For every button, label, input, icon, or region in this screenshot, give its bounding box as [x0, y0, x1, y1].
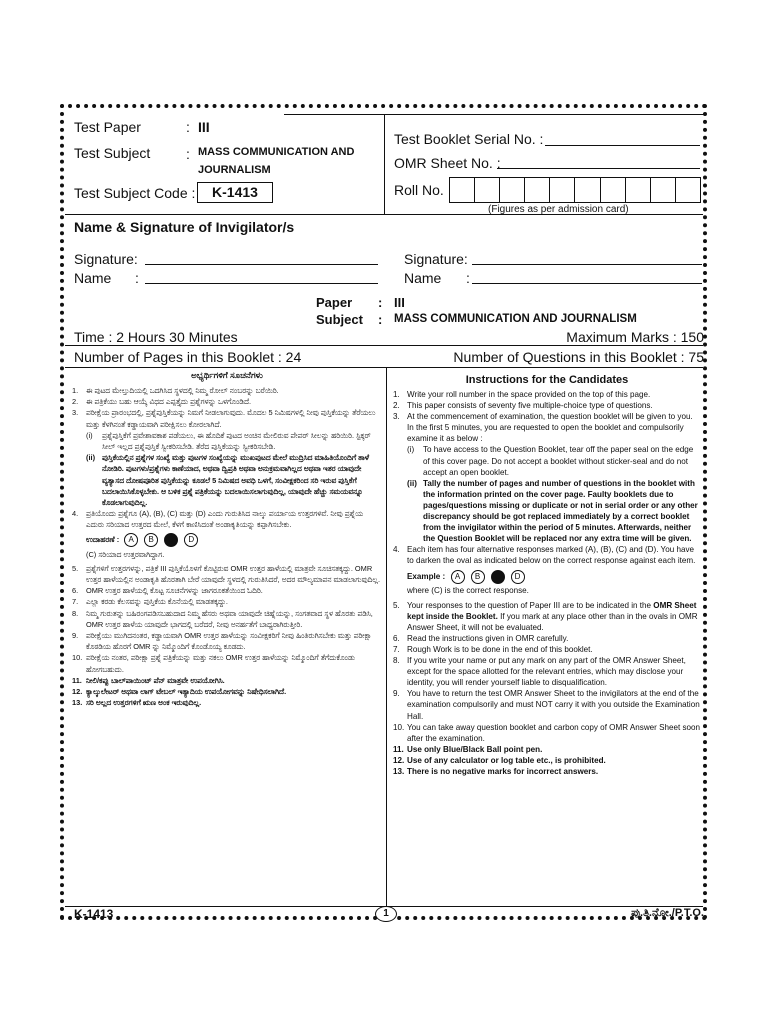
- test-subject-sep: :: [186, 146, 190, 162]
- roll-no-boxes[interactable]: [449, 177, 701, 203]
- signature-label-1: Signature:: [74, 251, 138, 267]
- list-item: 1. Write your roll number in the space provided on the top of this page.: [393, 390, 651, 399]
- list-item: 2. This paper consists of seventy five multiple-choice type of questions.: [393, 401, 653, 411]
- bubble-c-filled: C: [491, 570, 505, 584]
- subject-value: MASS COMMUNICATION AND JOURNALISM: [394, 313, 637, 325]
- roll-box[interactable]: [575, 178, 600, 202]
- english-title: Instructions for the Candidates: [465, 374, 629, 386]
- list-item: 12. Use of any calculator or log table etc., is prohibited.: [393, 755, 606, 765]
- booklet-serial-label: Test Booklet Serial No. :: [394, 131, 544, 147]
- list-item: 4. ಪ್ರತಿಯೊಂದು ಪ್ರಶ್ನೆಗೂ (A), (B), (C) ಮತ್ತು (D) ಎಂದು ಗುರುತಿಸಿದ ನಾಲ್ಕು ಪರ್ಯಾಯ ಉತ್ತರಗಳಿವೆ. ನೀವು ಪ್ರಶ್ನೆಯ ಎದುರು ಸರಿಯಾದ ಉತ್ತರದ ಮೇಲೆ, ಕೆಳಗೆ ಕಾಣಿಸಿದಂತೆ ಅಂಡಾಕೃತಿಯನ್ನು ಕಪ್ಪಾಗಿಸಬೇಕು.: [72, 509, 364, 530]
- bubble-c-filled: C: [164, 533, 178, 547]
- max-marks: Maximum Marks : 150: [566, 329, 704, 345]
- omr-sheet-label: OMR Sheet No. :: [394, 155, 501, 171]
- roll-box[interactable]: [651, 178, 676, 202]
- test-subject-code-label: Test Subject Code :: [74, 185, 196, 201]
- list-item: 11. Use only Blue/Black Ball point pen.: [393, 744, 543, 754]
- pto-label: ಪು.ತಿ.ನೋ./P.T.O.: [631, 907, 704, 919]
- time-allowed: Time : 2 Hours 30 Minutes: [74, 329, 238, 345]
- name-label-2: Name: [404, 270, 442, 286]
- roll-no-label: Roll No.: [394, 182, 444, 198]
- english-instructions: [393, 374, 701, 777]
- name-field-2[interactable]: [472, 283, 702, 284]
- test-subject-value-2: JOURNALISM: [198, 164, 271, 176]
- column-divider: [386, 367, 387, 906]
- list-item: 7. Rough Work is to be done in the end of this booklet.: [393, 644, 593, 654]
- subject-sep: :: [378, 312, 383, 327]
- header-bottom-line: [65, 214, 703, 215]
- test-paper-sep: :: [186, 119, 190, 135]
- roll-box[interactable]: [500, 178, 525, 202]
- roll-box[interactable]: [626, 178, 651, 202]
- test-subject-code-box: K-1413: [197, 182, 273, 203]
- test-paper-value: III: [198, 119, 210, 135]
- list-item: 10. ಪರೀಕ್ಷೆಯ ನಂತರ, ಪರೀಕ್ಷಾ ಪ್ರಶ್ನೆ ಪತ್ರಿಕೆಯನ್ನು ಮತ್ತು ನಕಲು OMR ಉತ್ತರ ಹಾಳೆಯನ್ನು ನಿಮ್ಮೊಂದಿಗೆ ತೆಗೆದುಕೊಂಡು ಹೋಗಬಹುದು.: [72, 653, 356, 674]
- roll-box[interactable]: [601, 178, 626, 202]
- bubble-d: D: [511, 570, 525, 584]
- subject-label: Subject: [316, 312, 363, 327]
- roll-box[interactable]: [676, 178, 700, 202]
- list-item: 7. ಎಲ್ಲಾ ಕರಡು ಕೆಲಸವನ್ನು ಪುಸ್ತಿಕೆಯ ಕೊನೆಯಲ್ಲಿ ಮಾಡತಕ್ಕದ್ದು.: [72, 597, 228, 607]
- footer-code: K-1413: [74, 907, 114, 921]
- paper-label: Paper: [316, 295, 353, 310]
- paper-value: III: [394, 295, 405, 310]
- list-item: 1. ಈ ಪುಟದ ಮೇಲ್ತುದಿಯಲ್ಲಿ ಒದಗಿಸಿದ ಸ್ಥಳದಲ್ಲಿ ನಿಮ್ಮ ರೋಲ್ ನಂಬರನ್ನು ಬರೆಯಿರಿ.: [72, 386, 279, 395]
- list-item: 13. There is no negative marks for incorrect answers.: [393, 767, 599, 776]
- bubble-b: B: [144, 533, 158, 547]
- omr-sheet-field[interactable]: [497, 168, 700, 169]
- list-item: 6. OMR ಉತ್ತರ ಹಾಳೆಯಲ್ಲಿ ಕೊಟ್ಟ ಸೂಚನೆಗಳನ್ನು ಜಾಗರೂಕತೆಯಿಂದ ಓದಿರಿ.: [72, 586, 263, 596]
- paper-sep: :: [378, 295, 383, 310]
- roll-box[interactable]: [450, 178, 475, 202]
- list-item: 4. Each item has four alternative responses marked (A), (B), (C) and (D). You have to darken the oval as indicated below on the correct response against each item.: [393, 545, 696, 566]
- name-sep-1: :: [135, 270, 139, 286]
- page-number: 1: [375, 906, 397, 922]
- bubble-a: A: [451, 570, 465, 584]
- kannada-example-note: (C) ಸರಿಯಾದ ಉತ್ತರವಾಗಿದ್ದಾಗ.: [86, 549, 165, 559]
- header-top-line: [284, 114, 704, 115]
- list-item: 9. ಪರೀಕ್ಷೆಯು ಮುಗಿದನಂತರ, ಕಡ್ಡಾಯವಾಗಿ OMR ಉತ್ತರ ಹಾಳೆಯನ್ನು ಸಂವೀಕ್ಷಕರಿಗೆ ನೀವು ಹಿಂತಿರುಗಿಸಬೇಕು ಮತ್ತು ಪರೀಕ್ಷಾ ಕೊಠಡಿಯ ಹೊರಗೆ OMR ನ್ನು ನಿಮ್ಮೊಂದಿಗೆ ಕೊಂಡೊಯ್ಯ ಕೂಡದು.: [72, 631, 372, 652]
- roll-no-note: (Figures as per admission card): [488, 204, 629, 215]
- english-example-note: where (C) is the correct response.: [407, 585, 529, 595]
- list-item: (i) To have access to the Question Booklet, tear off the paper seal on the edge of this cover page. Do not accept a booklet without sticker-seal and do not accept an open booklet.: [407, 445, 694, 477]
- test-subject-value-1: MASS COMMUNICATION AND: [198, 146, 355, 158]
- list-item: 10. You can take away question booklet and carbon copy of OMR Answer Sheet soon after the examination.: [393, 722, 701, 743]
- list-item: 12. ಕ್ಯಾಲ್ಕುಲೇಟರ್ ಅಥವಾ ಲಾಗ್ ಟೇಬಲ್ ಇತ್ಯಾದಿಯ ಉಪಯೋಗವನ್ನು ನಿಷೇಧಿಸಲಾಗಿದೆ.: [72, 687, 287, 697]
- list-item: 5. Your responses to the question of Paper III are to be indicated in the OMR Sheet kept inside the Booklet. If you mark at any place other than in the ovals in OMR Answer Sheet, it will not be evaluated.: [393, 600, 698, 632]
- list-item: 8. ನಿಮ್ಮ ಗುರುತನ್ನು ಬಹಿರಂಗಪಡಿಸಬಹುದಾದ ನಿಮ್ಮ ಹೆಸರು ಅಥವಾ ಯಾವುದೇ ಚಿಹ್ನೆಯನ್ನು, ಸಂಗತವಾದ ಸ್ಥಳ ಹೊರತು ಪಡಿಸಿ, OMR ಉತ್ತರ ಹಾಳೆಯ ಯಾವುದೇ ಭಾಗದಲ್ಲಿ ಬರೆದರೆ, ನೀವು ಅನರ್ಹತೆಗೆ ಬಾಧ್ಯರಾಗಿರುತ್ತೀರಿ.: [72, 608, 373, 629]
- signature-label-2: Signature:: [404, 251, 468, 267]
- list-item: 6. Read the instructions given in OMR carefully.: [393, 633, 569, 643]
- bubble-b: B: [471, 570, 485, 584]
- list-item: (ii) Tally the number of pages and number of questions in the booklet with the information printed on the cover page. Faulty booklets due to pages/questions missing or duplicate or not in serial order or any other discrepancy should be got replaced immediately by a correct booklet from the invigilator within the period of 5 minutes. Afterwards, neither the Question Booklet will be replaced nor any extra time will be given.: [407, 478, 698, 544]
- list-item: 2. ಈ ಪತ್ರಿಕೆಯು ಬಹು ಆಯ್ಕೆ ವಿಧದ ಎಪ್ಪತ್ತೈದು ಪ್ರಶ್ನೆಗಳನ್ನು ಒಳಗೊಂಡಿದೆ.: [72, 397, 252, 407]
- list-item: 3. At the commencement of examination, the question booklet will be given to you. In the first 5 minutes, you are requested to open the booklet and compulsorily examine it as below :: [393, 412, 693, 444]
- list-item: 5. ಪ್ರಶ್ನೆಗಳಿಗೆ ಉತ್ತರಗಳನ್ನು, ಪತ್ರಿಕೆ III ಪುಸ್ತಿಕೆಯೊಳಗೆ ಕೊಟ್ಟಿರುವ OMR ಉತ್ತರ ಹಾಳೆಯಲ್ಲಿ ಮಾತ್ರವೇ ಸೂಚಿಸತಕ್ಕದ್ದು. OMR ಉತ್ತರ ಹಾಳೆಯಲ್ಲಿನ ಅಂಡಾಕೃತಿ ಹೊರತಾಗಿ ಬೇರೆ ಯಾವುದೇ ಸ್ಥಳದಲ್ಲಿ ಗುರುತಿಸಿದರೆ, ಅದರ ಮೌಲ್ಯಮಾಪನ ಮಾಡಲಾಗುವುದಿಲ್ಲ.: [72, 563, 381, 585]
- list-item: 11. ನೀಲಿ/ಕಪ್ಪು ಬಾಲ್‌ಪಾಯಿಂಟ್ ಪೆನ್ ಮಾತ್ರವೇ ಉಪಯೋಗಿಸಿ.: [72, 675, 225, 685]
- question-count: Number of Questions in this Booklet : 75: [453, 349, 704, 365]
- list-item: 9. You have to return the test OMR Answer Sheet to the invigilators at the end of the examination compulsorily and must NOT carry it with you outside the Examination Hall.: [393, 689, 700, 721]
- signature-field-1[interactable]: [145, 264, 378, 265]
- page-count: Number of Pages in this Booklet : 24: [74, 349, 302, 365]
- signature-field-2[interactable]: [472, 264, 702, 265]
- kannada-example: ಉದಾಹರಣೆ : A B C D: [72, 533, 382, 547]
- english-example: Example : A B C D: [393, 570, 701, 584]
- roll-box[interactable]: [525, 178, 550, 202]
- test-subject-label: Test Subject: [74, 145, 151, 161]
- list-item: 13. ಸರಿ ಅಲ್ಲದ ಉತ್ತರಗಳಿಗೆ ಋಣ ಅಂಕ ಇರುವುದಿಲ್ಲ.: [72, 698, 202, 708]
- kannada-title: ಅಭ್ಯರ್ಥಿಗಳಿಗೆ ಸೂಚನೆಗಳು: [191, 370, 263, 380]
- header-divider: [384, 114, 385, 214]
- name-field-1[interactable]: [145, 283, 378, 284]
- list-item: 8. If you write your name or put any mark on any part of the OMR Answer Sheet, except for the space allotted for the relevant entries, which may disclose your identity, you will render yourself liable to disqualification.: [393, 656, 686, 688]
- invigilator-title: Name & Signature of Invigilator/s: [74, 219, 295, 235]
- bubble-d: D: [184, 533, 198, 547]
- list-item: 3. ಪರೀಕ್ಷೆಯ ಪ್ರಾರಂಭದಲ್ಲಿ, ಪ್ರಶ್ನೆಪುಸ್ತಿಕೆಯನ್ನು ನಿಮಗೆ ನೀಡಲಾಗುವುದು. ಮೊದಲ 5 ನಿಮಿಷಗಳಲ್ಲಿ ನೀವು ಪುಸ್ತಿಕೆಯನ್ನು ತೆರೆಯಲು ಮತ್ತು ಕೆಳಗಿನಂತೆ ಕಡ್ಡಾಯವಾಗಿ ಪರೀಕ್ಷಿಸಲು ಕೋರಲಾಗಿದೆ.: [72, 408, 376, 429]
- bubble-a: A: [124, 533, 138, 547]
- roll-box[interactable]: [550, 178, 575, 202]
- list-item: (ii) ಪುಸ್ತಿಕೆಯಲ್ಲಿನ ಪ್ರಶ್ನೆಗಳ ಸಂಖ್ಯೆ ಮತ್ತು ಪುಟಗಳ ಸಂಖ್ಯೆಯನ್ನು ಮುಖಪುಟದ ಮೇಲೆ ಮುದ್ರಿಸಿದ ಮಾಹಿತಿಯೊಂದಿಗೆ ತಾಳೆ ನೋಡಿರಿ. ಪುಟಗಳು/ಪ್ರಶ್ನೆಗಳು ಕಾಣೆಯಾದ, ಅಥವಾ ದ್ವಿಪ್ರತಿ ಅಥವಾ ಅನುಕ್ರಮವಾಗಿಲ್ಲದ ಅಥವಾ ಇತರ ಯಾವುದೇ ವ್ಯತ್ಯಾಸದ ದೋಷಪೂರಿತ ಪುಸ್ತಿಕೆಯನ್ನು ಕೂಡಲೆ 5 ನಿಮಿಷದ ಅವಧಿ ಒಳಗೆ, ಸಂವೀಕ್ಷಕರಿಂದ ಸರಿ ಇರುವ ಪುಸ್ತಿಕೆಗೆ ಬದಲಾಯಿಸಿಕೊಳ್ಳಬೇಕು. ಆ ಬಳಿಕ ಪ್ರಶ್ನೆ ಪತ್ರಿಕೆಯನ್ನು ಬದಲಾಯಿಸಲಾಗುವುದಿಲ್ಲ, ಯಾವುದೇ ಹೆಚ್ಚು ಸಮಯವನ್ನೂ ಕೊಡಲಾಗುವುದಿಲ್ಲ.: [86, 453, 370, 508]
- roll-box[interactable]: [475, 178, 500, 202]
- instructions-top-line: [65, 367, 703, 368]
- name-label-1: Name: [74, 270, 112, 286]
- name-sep-2: :: [466, 270, 470, 286]
- booklet-serial-field[interactable]: [545, 145, 700, 146]
- list-item: (i) ಪ್ರಶ್ನೆಪುಸ್ತಿಕೆಗೆ ಪ್ರವೇಶಾವಕಾಶ ಪಡೆಯಲು, ಈ ಹೊದಿಕೆ ಪುಟದ ಅಂಚಿನ ಮೇಲಿರುವ ಪೇಪರ್ ಸೀಲನ್ನು ಹರಿಯಿರಿ. ಸ್ಟಿಕ್ಕರ್ ಸೀಲ್ ಇಲ್ಲದ ಪ್ರಶ್ನೆಪುಸ್ತಿಕೆ ಸ್ವೀಕರಿಸಬೇಡಿ. ತೆರೆದ ಪುಸ್ತಿಕೆಯನ್ನು ಸ್ವೀಕರಿಸಬೇಡಿ.: [86, 430, 371, 452]
- kannada-instructions: [72, 370, 382, 708]
- test-paper-label: Test Paper: [74, 119, 141, 135]
- info-divider: [65, 345, 703, 346]
